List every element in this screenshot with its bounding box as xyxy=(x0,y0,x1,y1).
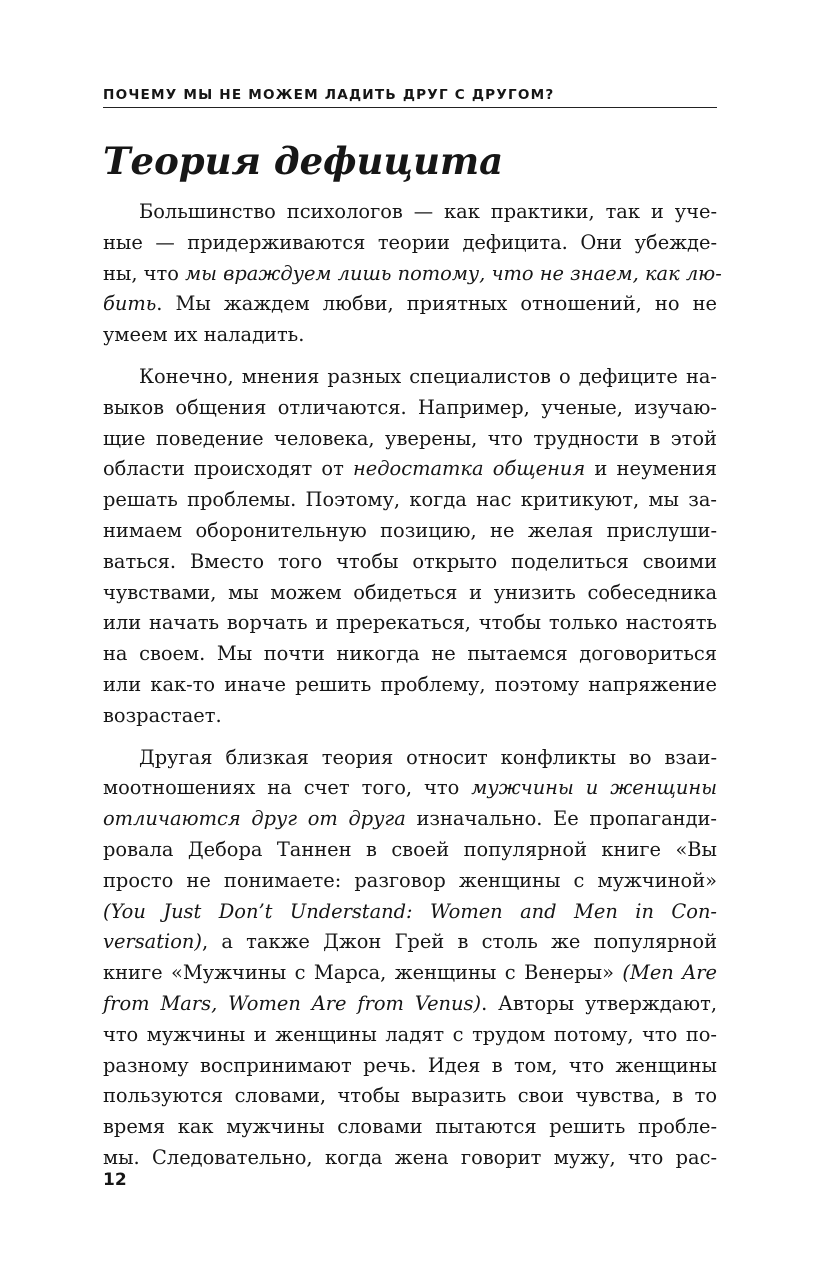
text-line xyxy=(103,320,717,351)
text-run: изначально. Ее пропаганди- xyxy=(405,807,717,831)
text-line xyxy=(103,1081,717,1112)
chapter-title: Теория дефицита xyxy=(103,139,504,183)
text-line xyxy=(103,639,717,670)
text-line xyxy=(103,927,717,958)
text-run: моотношениях на счет того, что xyxy=(103,776,472,800)
text-run: нимаем оборонительную позицию, не желая прислуши- xyxy=(103,518,717,542)
italic-text: отличаются друг от друга xyxy=(103,807,406,831)
text-run: Конечно, мнения разных специалистов о дефиците на- xyxy=(139,364,717,388)
text-run: , а также Джон Грей в столь же популярной xyxy=(201,930,717,954)
text-line xyxy=(103,228,717,259)
text-run: . Мы жаждем любви, приятных отношений, но не xyxy=(156,292,717,316)
text-run: или как-то иначе решить проблему, поэтому напряжение xyxy=(103,672,717,696)
running-head xyxy=(103,86,717,110)
text-run: выков общения отличаются. Например, ученые, изучаю- xyxy=(103,395,717,419)
text-line xyxy=(103,773,717,804)
text-line xyxy=(103,1112,717,1143)
text-run: Большинство психологов — как практики, так и уче- xyxy=(139,200,717,223)
text-line xyxy=(103,393,717,424)
text-run: ные — придерживаются теории дефицита. Они убежде- xyxy=(103,230,717,254)
paragraph xyxy=(103,362,717,732)
italic-text: мужчины и женщины xyxy=(471,776,717,800)
text-run: разному воспринимают речь. Идея в том, что женщины xyxy=(103,1053,717,1077)
text-line xyxy=(103,958,717,989)
text-run: умеем их наладить. xyxy=(103,323,305,347)
body-text xyxy=(103,197,722,1174)
text-run: Другая близкая теория относит конфликты во взаи- xyxy=(139,745,717,769)
italic-text: (You Just Don’t Understand: Women and Men in Con- xyxy=(103,899,717,923)
italic-text: (Men Are xyxy=(622,961,717,985)
running-head-rule xyxy=(103,107,717,108)
text-run: решать проблемы. Поэтому, когда нас критикуют, мы за- xyxy=(103,488,717,512)
italic-text: versation) xyxy=(103,930,202,954)
text-run: щие поведение человека, уверены, что трудности в этой xyxy=(103,426,717,450)
text-run: или начать ворчать и пререкаться, чтобы только настоять xyxy=(103,611,717,635)
text-line xyxy=(103,424,717,455)
italic-text: from Mars, Women Are from Venus) xyxy=(103,991,482,1015)
text-run: что мужчины и женщины ладят с трудом потому, что по- xyxy=(103,1022,717,1046)
text-run: . Авторы утверждают, xyxy=(481,991,717,1015)
paragraph-gap xyxy=(103,732,717,743)
text-line xyxy=(103,989,717,1020)
text-run: и неумения xyxy=(585,457,717,481)
text-line xyxy=(103,197,717,228)
running-head-text: ПОЧЕМУ МЫ НЕ МОЖЕМ ЛАДИТЬ ДРУГ С ДРУГОМ? xyxy=(103,87,555,103)
text-line xyxy=(103,866,717,897)
text-line xyxy=(103,1051,717,1082)
text-line xyxy=(103,485,717,516)
text-line xyxy=(103,454,717,485)
italic-text: недостатка общения xyxy=(353,457,586,481)
text-line xyxy=(103,516,717,547)
text-run: ровала Дебора Таннен в своей популярной книге «Вы xyxy=(103,837,717,861)
paragraph xyxy=(103,197,722,351)
text-line xyxy=(103,289,717,320)
text-line xyxy=(103,1143,717,1174)
text-run: на своем. Мы почти никогда не пытаемся договориться xyxy=(103,642,717,666)
text-run: ваться. Вместо того чтобы открыто поделиться своими xyxy=(103,549,717,573)
text-line xyxy=(103,743,717,774)
text-run: пользуются словами, чтобы выразить свои чувства, в то xyxy=(103,1084,717,1108)
text-run: просто не понимаете: разговор женщины с мужчиной» xyxy=(103,868,717,892)
text-line xyxy=(103,701,717,732)
text-line xyxy=(103,578,717,609)
paragraph-gap xyxy=(103,351,717,362)
text-run: чувствами, мы можем обидеться и унизить собеседника xyxy=(103,580,717,604)
text-line xyxy=(103,670,717,701)
text-run: мы. Следовательно, когда жена говорит мужу, что рас- xyxy=(103,1145,717,1169)
text-line xyxy=(103,547,717,578)
italic-text: мы враждуем лишь потому, что не знаем, как лю- xyxy=(185,261,722,285)
paragraph xyxy=(103,743,717,1174)
text-line xyxy=(103,804,717,835)
text-line xyxy=(103,1020,717,1051)
text-run: области происходят от xyxy=(103,457,354,481)
text-run: возрастает. xyxy=(103,703,222,727)
text-line xyxy=(103,259,722,290)
text-run: ны, что xyxy=(103,261,186,285)
italic-text: бить xyxy=(103,292,157,316)
page-number: 12 xyxy=(103,1170,127,1190)
text-line xyxy=(103,608,717,639)
text-run: книге «Мужчины с Марса, женщины с Венеры» xyxy=(103,961,623,985)
text-run: время как мужчины словами пытаются решить пробле- xyxy=(103,1115,717,1139)
text-line xyxy=(103,362,717,393)
text-line xyxy=(103,835,717,866)
text-line xyxy=(103,897,717,928)
